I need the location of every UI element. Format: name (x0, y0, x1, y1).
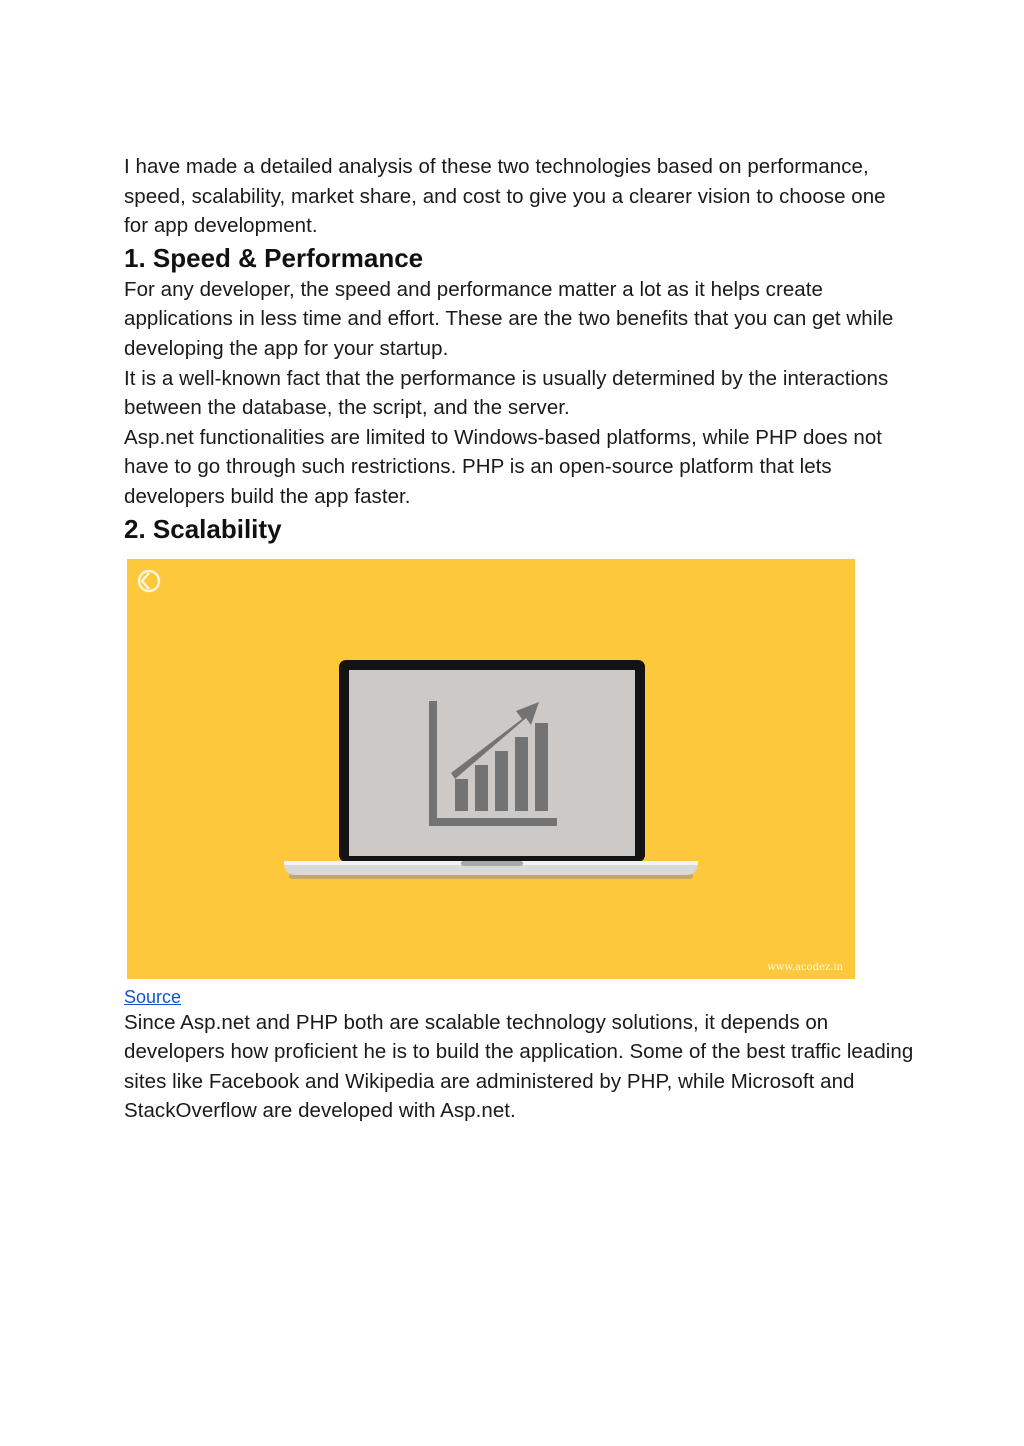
laptop-icon (284, 660, 698, 879)
speed-paragraph-1: For any developer, the speed and performance matter a lot as it helps create applications in less time and effort. These are the two benefits that you can get while developing the app for your startup. (124, 277, 894, 360)
heading-scalability: 2. Scalability (124, 513, 282, 544)
speed-paragraph-3: Asp.net functionalities are limited to Windows-based platforms, while PHP does not have to go through such restrictions. PHP is an open-source platform that lets developers build the app faster. (124, 425, 883, 508)
acodez-logo-icon (139, 571, 159, 591)
heading-speed-performance: 1. Speed & Performance (124, 242, 424, 273)
scalability-illustration (127, 559, 855, 979)
intro-paragraph: I have made a detailed analysis of these two technologies based on performance, speed, scalability, market share, and cost to give you a clearer vision to choose one for app development. (124, 155, 886, 238)
image-watermark: www.acodez.in (767, 961, 843, 973)
source-link[interactable]: Source (124, 986, 182, 1007)
speed-paragraph-2: It is a well-known fact that the performance is usually determined by the interactions between the database, the script, and the server. (124, 366, 889, 420)
scalability-paragraph: Since Asp.net and PHP both are scalable technology solutions, it depends on developers how proficient he is to build the application. Some of the best traffic leading sites like Facebook and Wikipedia are administered by PHP, while Microsoft and StackOverflow are developed with Asp.net. (124, 1010, 914, 1123)
document-page (124, 152, 914, 1126)
